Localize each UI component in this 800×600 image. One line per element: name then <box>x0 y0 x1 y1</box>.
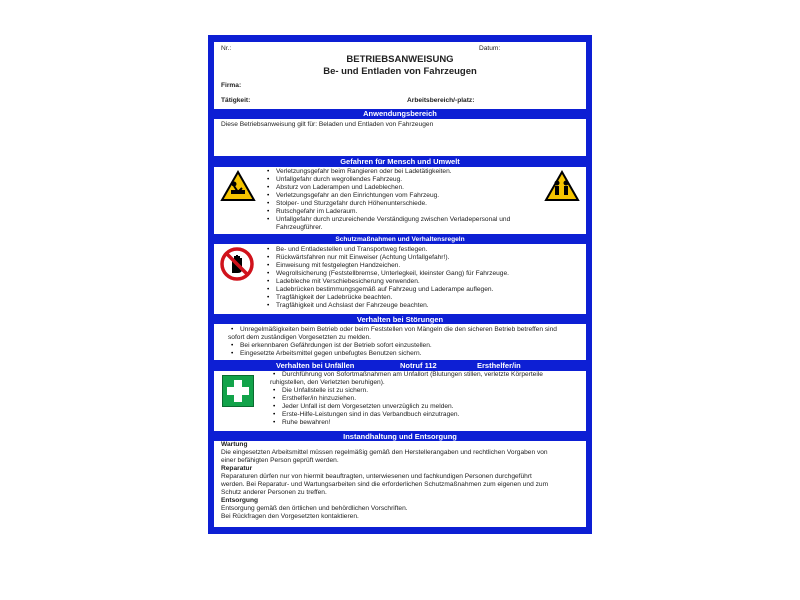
list-item: • Tragfähigkeit und Achslast der Fahrzeuge beachten. <box>276 302 509 310</box>
ersthelfer-label: Ersthelfer/in <box>477 361 521 370</box>
header-section <box>214 42 586 109</box>
list-item: • Erste-Hilfe-Leistungen sind in das Verbandbuch einzutragen. <box>282 411 459 419</box>
warning-triangle-icon <box>220 170 256 202</box>
entsorgung-text: Entsorgung gemäß den örtlichen und behördlichen Vorschriften. <box>221 505 408 512</box>
reparatur-text: Schutz anderer Personen zu treffen. <box>221 489 327 496</box>
unfaelle-heading <box>214 361 586 371</box>
schutz-heading: Schutzmaßnahmen und Verhaltensregeln <box>335 236 465 243</box>
betriebsanweisung-document <box>208 35 592 534</box>
list-item: • Eingesetzte Arbeitsmittel gegen unbefugtes Benutzen sichern. <box>240 350 432 358</box>
unfaelle-heading-label: Verhalten bei Unfällen <box>276 361 355 370</box>
list-item: • Bei erkennbaren Gefährdungen ist der Betrieb sofort einzustellen. <box>240 342 432 350</box>
list-item: • Unregelmäßigkeiten beim Betrieb oder beim Feststellen von Mängeln die den sicheren Betrieb betreffen sind <box>240 326 557 334</box>
first-aid-cross-icon <box>222 375 254 407</box>
stoerungen-heading: Verhalten bei Störungen <box>356 315 444 324</box>
list-item: • Be- und Entladestellen und Transportweg festlegen. <box>276 246 509 254</box>
list-item: • Ladebrücken bestimmungsgemäß auf Fahrzeug und Laderampe auflegen. <box>276 286 509 294</box>
warning-triangle-icon <box>544 170 580 202</box>
unfaelle-continuation: ruhigstellen, den Verletzten beruhigen). <box>270 379 385 386</box>
wartung-text: Die eingesetzten Arbeitsmittel müssen regelmäßig gemäß den Herstellerangaben und rechtlichen Vorgaben von <box>221 449 548 456</box>
list-item: • Ladebleche mit Verschiebesicherung verwenden. <box>276 278 509 286</box>
list-item: • Rückwärtsfahren nur mit Einweiser (Achtung Unfallgefahr!). <box>276 254 509 262</box>
gefahren-heading: Gefahren für Mensch und Umwelt <box>340 157 460 166</box>
notruf-label: Notruf 112 <box>400 361 437 370</box>
list-item: • Tragfähigkeit der Ladebrücke beachten. <box>276 294 509 302</box>
list-item: • Unfallgefahr durch wegrollendes Fahrzeug. <box>276 176 510 184</box>
wartung-label: Wartung <box>221 441 248 448</box>
gefahren-continuation: Fahrzeugführer. <box>276 224 323 231</box>
list-item: • Ersthelfer/in hinzuziehen. <box>282 395 459 403</box>
list-item: • Verletzungsgefahr beim Rangieren oder bei Ladetätigkeiten. <box>276 168 510 176</box>
taetigkeit-label: Tätigkeit: <box>221 97 251 104</box>
list-item: • Durchführung von Sofortmaßnahmen am Unfallort (Blutungen stillen, verletzte Körperteile <box>282 371 543 379</box>
list-item: • Jeder Unfall ist dem Vorgesetzten unverzüglich zu melden. <box>282 403 459 411</box>
entsorgung-label: Entsorgung <box>221 497 258 504</box>
schutz-list <box>264 246 509 310</box>
arbeitsbereich-label: Arbeitsbereich/-platz: <box>407 97 475 104</box>
unfaelle-list <box>270 371 543 379</box>
stoerungen-list-2 <box>228 342 432 358</box>
stoerungen-continuation: sofort dem zuständigen Vorgesetzten zu melden. <box>228 334 371 341</box>
nr-label: Nr.: <box>221 45 232 52</box>
anwendungsbereich-text: Diese Betriebsanweisung gilt für: Beladen und Entladen von Fahrzeugen <box>221 121 434 128</box>
wartung-text: einer befähigten Person geprüft werden. <box>221 457 339 464</box>
reparatur-label: Reparatur <box>221 465 253 472</box>
list-item: • Absturz von Laderampen und Ladeblechen. <box>276 184 510 192</box>
instandhaltung-heading: Instandhaltung und Entsorgung <box>343 432 457 441</box>
gefahren-section <box>214 167 586 234</box>
reparatur-text: Reparaturen dürfen nur von hiermit beauftragten, unterwiesenen und fachkundigen Personen durchgeführt <box>221 473 532 480</box>
unfaelle-list-2 <box>270 387 459 427</box>
instandhaltung-section <box>214 441 586 527</box>
list-item: • Einweisung mit festgelegten Handzeichen. <box>276 262 509 270</box>
stoerungen-list <box>228 326 557 334</box>
list-item: • Ruhe bewahren! <box>282 419 459 427</box>
list-item: • Wegrollsicherung (Feststellbremse, Unterlegkeil, kleinster Gang) für Fahrzeuge. <box>276 270 509 278</box>
schutz-section <box>214 244 586 314</box>
list-item: • Die Unfallstelle ist zu sichern. <box>282 387 459 395</box>
list-item: • Rutschgefahr im Laderaum. <box>276 208 510 216</box>
document-title: BETRIEBSANWEISUNG <box>346 54 454 65</box>
anwendungsbereich-section <box>214 119 586 156</box>
datum-label: Datum: <box>479 45 501 52</box>
list-item: • Verletzungsgefahr an den Einrichtungen vom Fahrzeug. <box>276 192 510 200</box>
gefahren-list <box>264 168 510 224</box>
document-subtitle: Be- und Entladen von Fahrzeugen <box>323 66 477 77</box>
list-item: • Stolper- und Sturzgefahr durch Höhenunterschiede. <box>276 200 510 208</box>
unfaelle-section <box>214 371 586 431</box>
firma-label: Firma: <box>221 82 242 89</box>
no-entry-hand-icon <box>220 247 254 281</box>
anwendungsbereich-heading: Anwendungsbereich <box>363 109 437 118</box>
stoerungen-section <box>214 324 586 360</box>
list-item: • Unfallgefahr durch unzureichende Verständigung zwischen Verladepersonal und <box>276 216 510 224</box>
entsorgung-text: Bei Rückfragen den Vorgesetzten kontaktieren. <box>221 513 359 520</box>
reparatur-text: werden. Bei Reparatur- und Wartungsarbeiten sind die erforderlichen Schutzmaßnahmen zum eigenen und zum <box>221 481 549 488</box>
